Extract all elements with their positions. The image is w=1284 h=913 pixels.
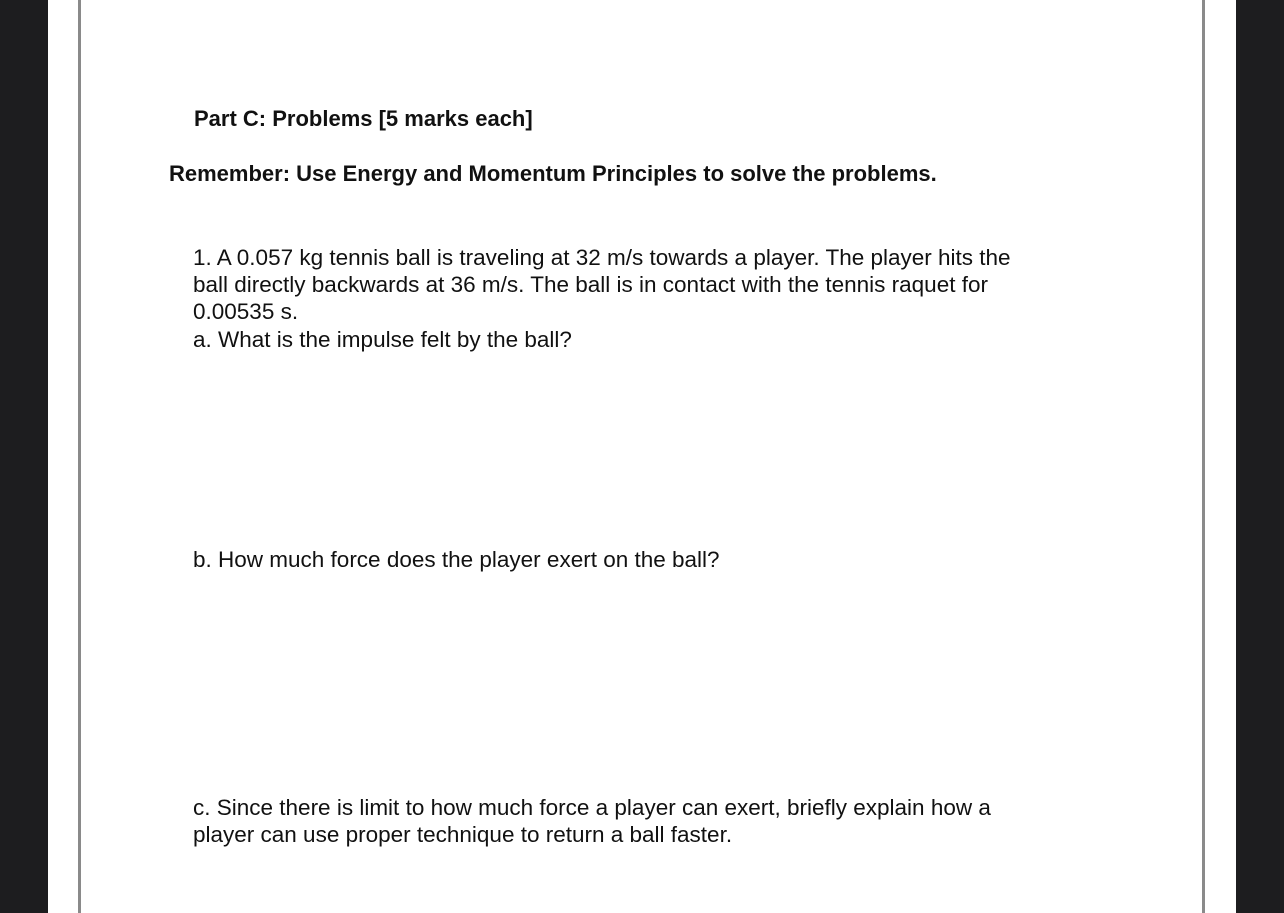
question-1c-line-2: player can use proper technique to return a ball faster. (193, 822, 733, 847)
question-1b: b. How much force does the player exert on the ball? (193, 547, 720, 572)
page (78, 0, 1205, 913)
section-heading: Part C: Problems [5 marks each] (194, 106, 533, 131)
reminder-text: Remember: Use Energy and Momentum Principles to solve the problems. (169, 161, 937, 186)
question-1c-line-1: c. Since there is limit to how much force a player can exert, briefly explain how a (193, 795, 991, 820)
question-1-line-1: 1. A 0.057 kg tennis ball is traveling at 32 m/s towards a player. The player hits the (193, 245, 1011, 270)
question-1a: a. What is the impulse felt by the ball? (193, 327, 572, 352)
question-1-line-2: ball directly backwards at 36 m/s. The ball is in contact with the tennis raquet for (193, 272, 988, 297)
question-1-line-3: 0.00535 s. (193, 299, 299, 324)
